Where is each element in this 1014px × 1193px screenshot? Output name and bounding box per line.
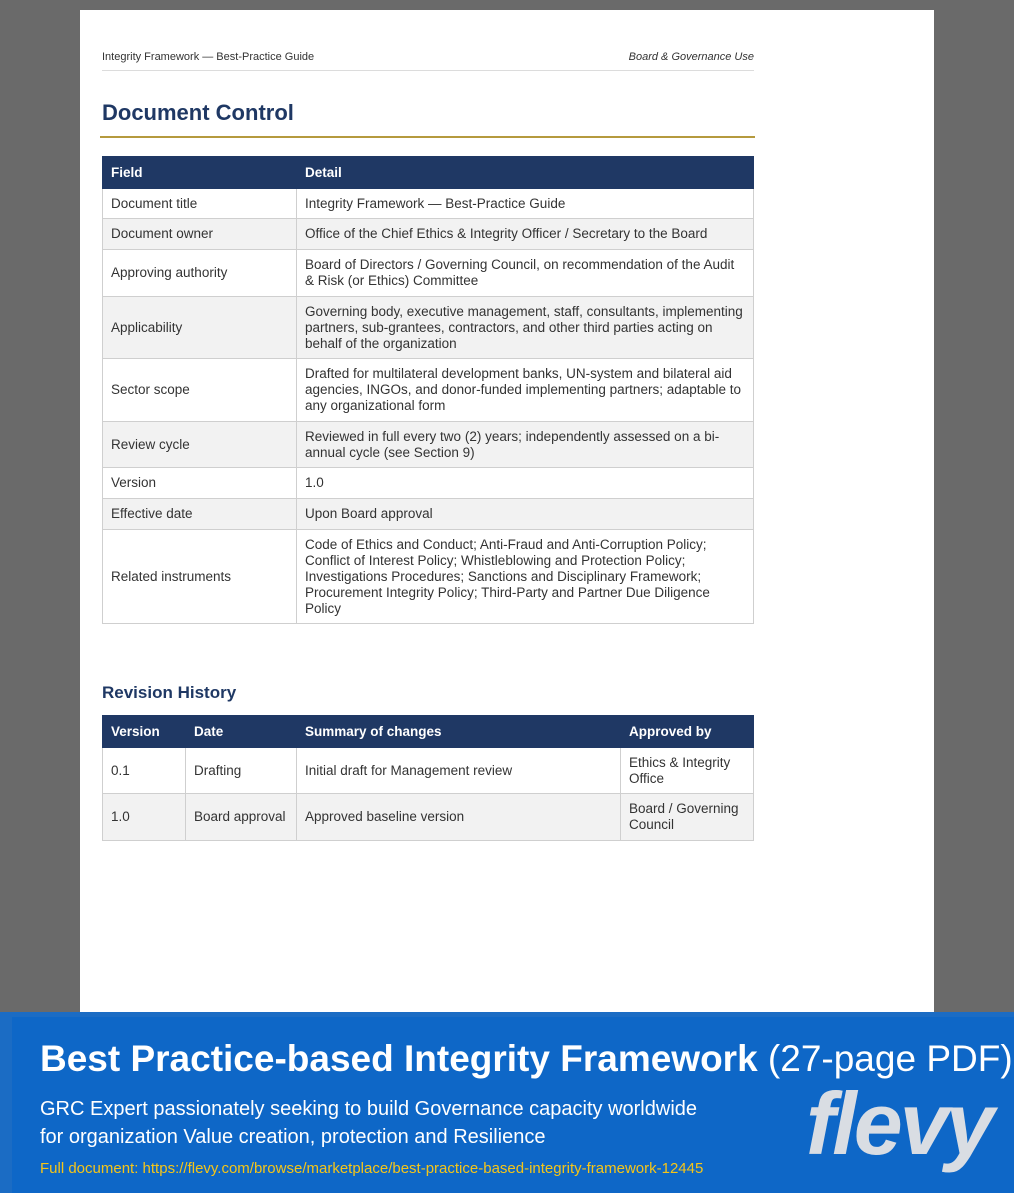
field-cell: Sector scope — [103, 359, 297, 422]
detail-cell: Reviewed in full every two (2) years; independently assessed on a bi-annual cycle (see Section 9) — [297, 422, 754, 468]
table-row — [103, 499, 754, 530]
table-row — [103, 422, 754, 468]
detail-cell: Integrity Framework — Best-Practice Guide — [297, 189, 754, 219]
approved-by-cell: Ethics & Integrity Office — [621, 748, 754, 794]
version-cell: 1.0 — [103, 794, 186, 841]
detail-cell: Upon Board approval — [297, 499, 754, 530]
table-header-row — [103, 716, 754, 748]
table-header-row — [103, 157, 754, 189]
detail-cell: Board of Directors / Governing Council, on recommendation of the Audit & Risk (or Ethics) Committee — [297, 250, 754, 297]
banner-title-bold: Best Practice-based Integrity Framework — [40, 1038, 758, 1079]
column-header-date: Date — [186, 716, 297, 748]
column-header-field: Field — [103, 157, 297, 189]
field-cell: Effective date — [103, 499, 297, 530]
field-cell: Document owner — [103, 219, 297, 250]
detail-cell: Code of Ethics and Conduct; Anti-Fraud and Anti-Corruption Policy; Conflict of Interest Policy; Whistleblowing and Protection Policy; Investigations Procedures; Sanctions and Disciplinary Framework; Procurement Integrity Policy; Third-Party and Partner Due Diligence Policy — [297, 530, 754, 624]
table-row — [103, 748, 754, 794]
field-cell: Version — [103, 468, 297, 499]
header-left-text: Integrity Framework — Best-Practice Guide — [102, 51, 315, 63]
field-cell: Document title — [103, 189, 297, 219]
field-cell: Approving authority — [103, 250, 297, 297]
field-cell: Applicability — [103, 297, 297, 359]
table-row — [103, 359, 754, 422]
detail-cell: Office of the Chief Ethics & Integrity Officer / Secretary to the Board — [297, 219, 754, 250]
date-cell: Drafting — [186, 748, 297, 794]
revision-history-table — [102, 715, 754, 841]
banner-subtitle-line2: for organization Value creation, protection and Resilience — [40, 1126, 546, 1148]
full-document-link[interactable]: Full document: https://flevy.com/browse/marketplace/best-practice-based-integrity-framework-12445 — [40, 1160, 704, 1177]
column-header-approved-by: Approved by — [621, 716, 754, 748]
table-row — [103, 250, 754, 297]
detail-cell: Governing body, executive management, staff, consultants, implementing partners, sub-grantees, contractors, and other third parties acting on behalf of the organization — [297, 297, 754, 359]
header-right-text: Board & Governance Use — [628, 51, 754, 63]
banner-title-rest: (27-page PDF) — [757, 1038, 1013, 1079]
summary-cell: Approved baseline version — [297, 794, 621, 841]
detail-cell: Drafted for multilateral development banks, UN-system and bilateral aid agencies, INGOs, and donor-funded implementing partners; adaptable to any organizational form — [297, 359, 754, 422]
banner-subtitle-line1: GRC Expert passionately seeking to build Governance capacity worldwide — [40, 1098, 698, 1120]
date-cell: Board approval — [186, 794, 297, 841]
document-control-title: Document Control — [102, 100, 294, 125]
table-row — [103, 530, 754, 624]
column-header-detail: Detail — [297, 157, 754, 189]
revision-history-title: Revision History — [102, 683, 237, 702]
document-control-table — [102, 156, 754, 624]
summary-cell: Initial draft for Management review — [297, 748, 621, 794]
field-cell: Review cycle — [103, 422, 297, 468]
column-header-summary: Summary of changes — [297, 716, 621, 748]
column-header-version: Version — [103, 716, 186, 748]
approved-by-cell: Board / Governing Council — [621, 794, 754, 841]
table-row — [103, 794, 754, 841]
table-row — [103, 219, 754, 250]
field-cell: Related instruments — [103, 530, 297, 624]
flevy-logo[interactable]: flevy — [806, 1074, 992, 1173]
version-cell: 0.1 — [103, 748, 186, 794]
running-header — [102, 50, 754, 71]
detail-cell: 1.0 — [297, 468, 754, 499]
table-row — [103, 297, 754, 359]
table-row — [103, 189, 754, 219]
table-row — [103, 468, 754, 499]
title-divider — [100, 136, 755, 138]
